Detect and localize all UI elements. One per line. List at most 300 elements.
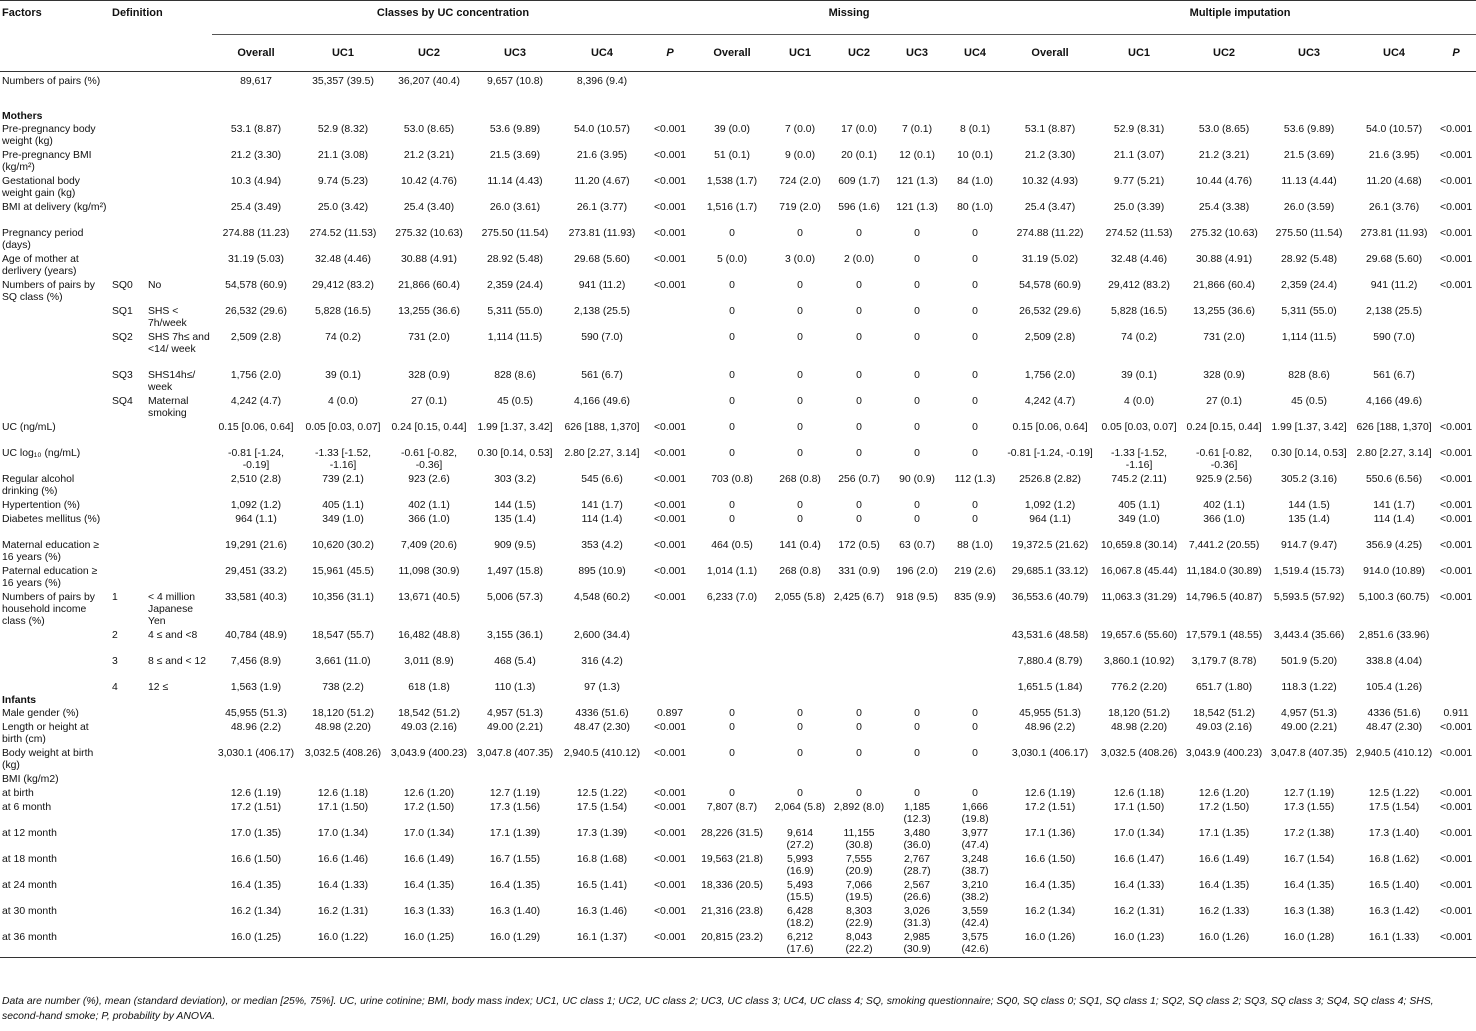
row-factor [0,369,110,395]
table-cell: <0.001 [653,254,687,265]
table-cell: 16.0 (1.25) [386,931,472,958]
table-cell: 2,138 (25.5) [573,306,631,317]
row-class-code [110,175,146,201]
table-cell [1096,773,1182,787]
table-cell: <0.001 [1440,500,1473,511]
row-factor: Maternal education ≥ 16 years (%) [2,540,99,563]
table-cell: 7,441.2 (20.55) [1188,540,1260,551]
row-definition [146,565,212,591]
table-cell: 0 [797,514,803,525]
table-cell: 45 (0.5) [1291,396,1327,407]
table-row [0,227,1476,253]
row-definition: Maternal smoking [148,396,189,419]
table-cell: 135 (1.4) [494,514,536,525]
table-cell [770,111,830,123]
table-cell: 8,043 (22.2) [830,931,888,958]
table-cell: 0 [729,306,735,317]
table-body [0,72,1476,958]
table-cell: 1.99 [1.37, 3.42] [477,422,553,433]
table-cell: 1,092 (1.2) [230,500,282,511]
table-cell: 626 [188, 1,370] [1356,422,1432,433]
table-cell: 274.88 (11.23) [222,228,290,239]
table-cell: 5,311 (55.0) [1281,306,1337,317]
table-cell: 2,892 (8.0) [833,802,885,813]
row-class-code: SQ0 [112,280,133,291]
table-cell: 17.0 (1.34) [317,828,369,839]
column-header-missing-overall: Overall [694,35,770,72]
table-row [0,331,1476,369]
table-cell: 0 [972,722,978,733]
table-cell: 16.3 (1.40) [489,906,541,917]
table-cell [646,305,694,331]
table-cell: 172 (0.5) [838,540,880,551]
table-cell: 54.0 (10.57) [1366,124,1423,135]
table-cell: 5,828 (16.5) [1111,306,1168,317]
table-cell: 0 [972,280,978,291]
table-cell: 3,047.8 (407.35) [1270,748,1348,759]
table-cell: 16.4 (1.35) [489,880,541,891]
table-cell: 2526.8 (2.82) [1019,474,1081,485]
table-cell: <0.001 [653,500,687,511]
table-cell: 268 (0.8) [779,474,821,485]
table-cell: 1,666 (19.8) [961,802,989,825]
table-cell: 17.2 (1.50) [403,802,455,813]
table-cell: 0 [972,748,978,759]
table-cell: 11.20 (4.68) [1366,176,1422,187]
table-cell [770,773,830,787]
row-class-code: 3 [112,656,118,667]
table-cell [472,695,558,707]
table-cell: 7,880.4 (8.79) [1017,656,1083,667]
row-class-code [110,931,146,958]
table-cell: 0 [729,422,735,433]
table-cell: 3,011 (8.9) [404,656,454,667]
table-cell: 1,114 (11.5) [487,332,543,343]
table-cell: 17.1 (1.35) [1198,828,1250,839]
table-row [0,149,1476,175]
row-factor [0,331,110,369]
table-cell: 4,548 (60.2) [573,592,631,603]
table-cell: -0.81 [-1.24, -0.19] [227,448,285,471]
table-cell: 5,593.5 (57.92) [1273,592,1345,603]
table-cell: 366 (1.0) [408,514,450,525]
row-definition [146,473,212,499]
table-cell: 464 (0.5) [711,540,753,551]
table-cell: 4 (0.0) [327,396,359,407]
table-cell: <0.001 [653,176,687,187]
table-cell [386,695,472,707]
row-definition: SHS 7h≤ and <14/ week [148,332,210,355]
row-class-code [110,707,146,721]
table-cell: 590 (7.0) [1373,332,1415,343]
table-row [0,201,1476,227]
table-cell [1004,72,1096,112]
table-cell: 11.13 (4.44) [1281,176,1337,187]
table-cell: 18,336 (20.5) [701,880,763,891]
table-cell: 0 [797,500,803,511]
table-cell: 16.1 (1.33) [1352,931,1436,958]
table-cell: 43,531.6 (48.58) [1011,630,1089,641]
row-definition [146,931,212,958]
row-definition [146,253,212,279]
table-cell [694,695,770,707]
table-cell: 3,030.1 (406.17) [1011,748,1089,759]
table-cell: 2,359 (24.4) [1281,280,1338,291]
table-cell: 48.47 (2.30) [573,722,631,733]
table-cell: 10 (0.1) [957,150,993,161]
table-cell: 4 (0.0) [1124,396,1155,407]
row-factor: at 12 month [2,828,57,839]
row-definition [146,801,212,827]
table-cell: <0.001 [1440,802,1473,813]
row-definition [146,499,212,513]
table-cell: 1,519.4 (15.73) [1273,566,1345,577]
table-cell: 0 [797,370,803,381]
table-cell: 1,563 (1.9) [230,682,282,693]
table-cell: 25.4 (3.40) [403,202,455,213]
table-cell: <0.001 [653,474,687,485]
table-cell: 0 [914,748,920,759]
table-cell: <0.001 [1440,202,1473,213]
table-row [0,369,1476,395]
row-class-code [110,787,146,801]
row-factor: Pregnancy period (days) [2,228,84,251]
table-cell: 2,940.5 (410.12) [1355,748,1433,759]
table-cell: 19,657.6 (55.60) [1100,630,1178,641]
table-cell: 10.44 (4.76) [1196,176,1253,187]
table-cell [1182,72,1266,112]
table-cell: 2,767 (28.7) [903,854,931,877]
row-class-code: SQ2 [112,332,133,343]
table-cell: 3,047.8 (407.35) [476,748,554,759]
row-definition: 8 ≤ and < 12 [148,656,206,667]
table-cell: 21.2 (3.21) [403,150,455,161]
table-cell: 17.3 (1.40) [1368,828,1420,839]
column-header-uc-uc4: UC4 [558,35,646,72]
table-cell [830,111,888,123]
table-cell [646,681,694,695]
table-cell [1436,629,1476,655]
table-cell [558,111,646,123]
table-cell: 141 (0.4) [779,540,821,551]
table-cell [694,72,770,112]
row-factor: UC log₁₀ (ng/mL) [2,448,81,459]
row-class-code [110,827,146,853]
table-cell: 25.4 (3.49) [230,202,282,213]
table-cell: 273.81 (11.93) [1360,228,1428,239]
table-cell [770,629,830,655]
row-factor: Numbers of pairs by household income class (%) [2,592,95,627]
row-class-code [110,539,146,565]
table-cell: 17.1 (1.50) [1113,802,1165,813]
header-group-uc: Classes by UC concentration [212,1,694,35]
table-cell: 0 [856,448,862,459]
row-factor: Numbers of pairs by SQ class (%) [2,280,95,303]
table-cell: <0.001 [646,931,694,958]
table-cell: 16.6 (1.47) [1113,854,1165,865]
table-cell: 10,356 (31.1) [312,592,374,603]
row-factor: UC (ng/mL) [2,422,56,433]
row-class-code [110,773,146,787]
table-cell: 3,043.9 (400.23) [390,748,468,759]
table-cell: 274.52 (11.53) [1105,228,1173,239]
table-cell: 21,866 (60.4) [398,280,460,291]
table-cell: 25.0 (3.42) [317,202,369,213]
table-cell: 141 (1.7) [1373,500,1415,511]
row-definition [146,175,212,201]
row-class-code [110,801,146,827]
table-cell: 135 (1.4) [1288,514,1330,525]
table-cell: 5,828 (16.5) [314,306,372,317]
table-cell: 16.0 (1.29) [472,931,558,958]
table-cell: 16.3 (1.33) [403,906,455,917]
table-cell: <0.001 [1440,124,1473,135]
table-cell [1352,773,1436,787]
table-cell [1096,695,1182,707]
table-cell: 0 [729,228,735,239]
table-cell: 54,578 (60.9) [1019,280,1081,291]
table-cell: 4336 (51.6) [575,708,629,719]
table-cell: 3,559 (42.4) [961,906,989,929]
row-class-code [110,905,146,931]
table-cell [646,395,694,421]
table-cell: 0 [729,722,735,733]
table-cell: 402 (1.1) [408,500,450,511]
table-cell: 1,538 (1.7) [706,176,758,187]
table-row [0,421,1476,447]
table-cell: <0.001 [653,880,687,891]
table-cell [646,369,694,395]
table-cell: 3,661 (11.0) [315,656,371,667]
table-cell: 5,006 (57.3) [486,592,544,603]
table-cell: <0.001 [653,150,687,161]
table-cell [558,773,646,787]
table-cell: 0 [972,708,978,719]
table-cell: 0 [972,332,978,343]
table-cell: 731 (2.0) [1203,332,1245,343]
table-cell: 0 [729,708,735,719]
table-cell: <0.001 [1440,592,1473,603]
table-cell [946,695,1004,707]
row-definition [146,853,212,879]
header-group-missing: Missing [694,1,1004,35]
table-row [0,499,1476,513]
table-row [0,801,1476,827]
table-cell: 964 (1.1) [1029,514,1071,525]
table-cell: 17.1 (1.36) [1024,828,1076,839]
row-factor: at 18 month [2,854,57,865]
table-cell: 2 (0.0) [844,254,875,265]
table-cell [694,111,770,123]
table-cell [646,773,694,787]
table-cell: 27 (0.1) [1206,396,1242,407]
table-cell: 0 [729,396,735,407]
table-cell: 0 [729,370,735,381]
table-cell [1352,111,1436,123]
table-cell: <0.001 [653,124,687,135]
table-cell: 49.00 (2.21) [1281,722,1338,733]
table-cell: 16.7 (1.54) [1283,854,1335,865]
table-cell [888,773,946,787]
row-factor: Paternal education ≥ 16 years (%) [2,566,98,589]
table-cell: 54,578 (60.9) [225,280,287,291]
column-header-missing-uc1: UC1 [770,35,830,72]
table-cell: 0 [856,332,862,343]
row-definition: SHS14h≤/ week [148,370,196,393]
table-cell: 54.0 (10.57) [573,124,631,135]
table-cell: 0 [856,228,862,239]
table-cell: 114 (1.4) [1373,514,1415,525]
table-cell: 2,425 (6.7) [833,592,885,603]
table-cell: 0 [914,722,920,733]
row-factor [0,681,110,695]
table-row [0,773,1476,787]
row-factor [0,395,110,421]
table-cell [1096,72,1182,112]
table-cell: 4336 (51.6) [1367,708,1421,719]
row-factor: Male gender (%) [2,708,79,719]
row-class-code [110,499,146,513]
table-cell: 29,451 (33.2) [225,566,287,577]
table-cell: 3,032.5 (408.26) [1100,748,1178,759]
table-cell: -1.33 [-1.52, -1.16] [1111,448,1168,471]
table-cell: 274.88 (11.22) [1016,228,1084,239]
table-cell: 6,212 (17.6) [770,931,830,958]
table-cell: 36,553.6 (40.79) [1011,592,1089,603]
table-row [0,473,1476,499]
table-cell: 274.52 (11.53) [309,228,377,239]
table-cell [1436,773,1476,787]
table-cell: 5 (0.0) [717,254,748,265]
table-cell: <0.001 [653,228,687,239]
table-row [0,72,1476,112]
table-cell: 16.7 (1.55) [489,854,541,865]
table-cell: 1,014 (1.1) [706,566,758,577]
row-definition [146,111,212,123]
table-cell: 18,542 (51.2) [1193,708,1255,719]
table-cell [558,695,646,707]
table-cell: 40,784 (48.9) [225,630,287,641]
table-cell: <0.001 [653,854,687,865]
table-cell: 30.88 (4.91) [400,254,458,265]
table-cell: 48.47 (2.30) [1366,722,1423,733]
table-cell: <0.001 [1440,514,1473,525]
table-cell: 53.6 (9.89) [489,124,541,135]
table-cell: 12 (0.1) [899,150,935,161]
table-cell: 16.4 (1.33) [1113,880,1165,891]
table-cell [1266,695,1352,707]
row-factor: Length or height at birth (cm) [2,722,89,745]
row-class-code: 2 [112,630,118,641]
table-cell: 0 [856,708,862,719]
table-cell: 0 [972,500,978,511]
table-cell: 90 (0.9) [899,474,935,485]
row-factor: Hypertention (%) [2,500,80,511]
table-cell: 331 (0.9) [838,566,880,577]
table-cell: 16.6 (1.46) [317,854,369,865]
table-row [0,395,1476,421]
column-header-uc-uc2: UC2 [386,35,472,72]
table-cell: 316 (4.2) [581,656,623,667]
table-cell: 9,657 (10.8) [486,76,544,87]
table-cell [300,111,386,123]
table-cell: 16,067.8 (45.44) [1100,566,1178,577]
table-cell: 39 (0.1) [1121,370,1157,381]
table-row [0,539,1476,565]
table-cell: 1,516 (1.7) [706,202,758,213]
table-cell: 366 (1.0) [1203,514,1245,525]
table-cell: 31.19 (5.03) [227,254,285,265]
table-cell: 8,303 (22.9) [845,906,873,929]
table-cell: 12.5 (1.22) [576,788,628,799]
table-cell [1004,111,1096,123]
table-cell [694,629,770,655]
table-cell: 18,547 (55.7) [312,630,374,641]
table-cell: 0 [729,514,735,525]
table-cell: 17.0 (1.34) [403,828,455,839]
table-cell: 12.5 (1.22) [1368,788,1420,799]
table-cell: 11,155 (30.8) [843,828,875,851]
table-cell: 18,120 (51.2) [312,708,374,719]
table-cell: 27 (0.1) [411,396,447,407]
table-cell: 21.5 (3.69) [1283,150,1335,161]
table-cell: 0 [972,254,978,265]
table-cell: 4,242 (4.7) [230,396,282,407]
row-factor [0,305,110,331]
table-cell: 21.6 (3.95) [576,150,628,161]
table-cell [770,695,830,707]
table-cell: 914.7 (9.47) [1281,540,1338,551]
table-cell: 609 (1.7) [838,176,880,187]
table-cell: 0 [972,306,978,317]
table-cell: 724 (2.0) [779,176,821,187]
table-cell: 19,563 (21.8) [701,854,763,865]
table-row [0,905,1476,931]
table-row [0,591,1476,629]
table-cell: 0 [856,280,862,291]
row-class-code [110,565,146,591]
table-cell: 0 [797,332,803,343]
column-header-mi-overall: Overall [1004,35,1096,72]
table-cell: 0 [972,228,978,239]
table-cell: 48.98 (2.20) [314,722,372,733]
row-class-code: 4 [112,682,118,693]
table-cell: 21.1 (3.08) [317,150,369,161]
row-factor: at 6 month [2,802,52,813]
table-cell: 121 (1.3) [896,202,938,213]
table-cell: <0.001 [653,906,687,917]
table-cell: 16.6 (1.49) [1198,854,1250,865]
table-cell: 0 [914,306,920,317]
table-cell: 0 [856,748,862,759]
table-cell: 2,064 (5.8) [774,802,826,813]
table-cell: 6,233 (7.0) [706,592,758,603]
row-factor: BMI (kg/m2) [2,774,59,785]
row-definition [146,721,212,747]
table-cell: 4,957 (51.3) [486,708,544,719]
table-cell: 0.911 [1443,708,1469,719]
table-cell: 596 (1.6) [838,202,880,213]
row-factor: Regular alcohol drinking (%) [2,474,75,497]
table-cell: 10.32 (4.93) [1022,176,1079,187]
row-definition [146,539,212,565]
table-cell: 353 (4.2) [581,540,623,551]
table-cell: 7,807 (8.7) [706,802,758,813]
table-cell [1436,72,1476,112]
table-cell: 2,851.6 (33.96) [1358,630,1430,641]
table-cell: 11.14 (4.43) [487,176,543,187]
table-cell: 501.9 (5.20) [1281,656,1338,667]
